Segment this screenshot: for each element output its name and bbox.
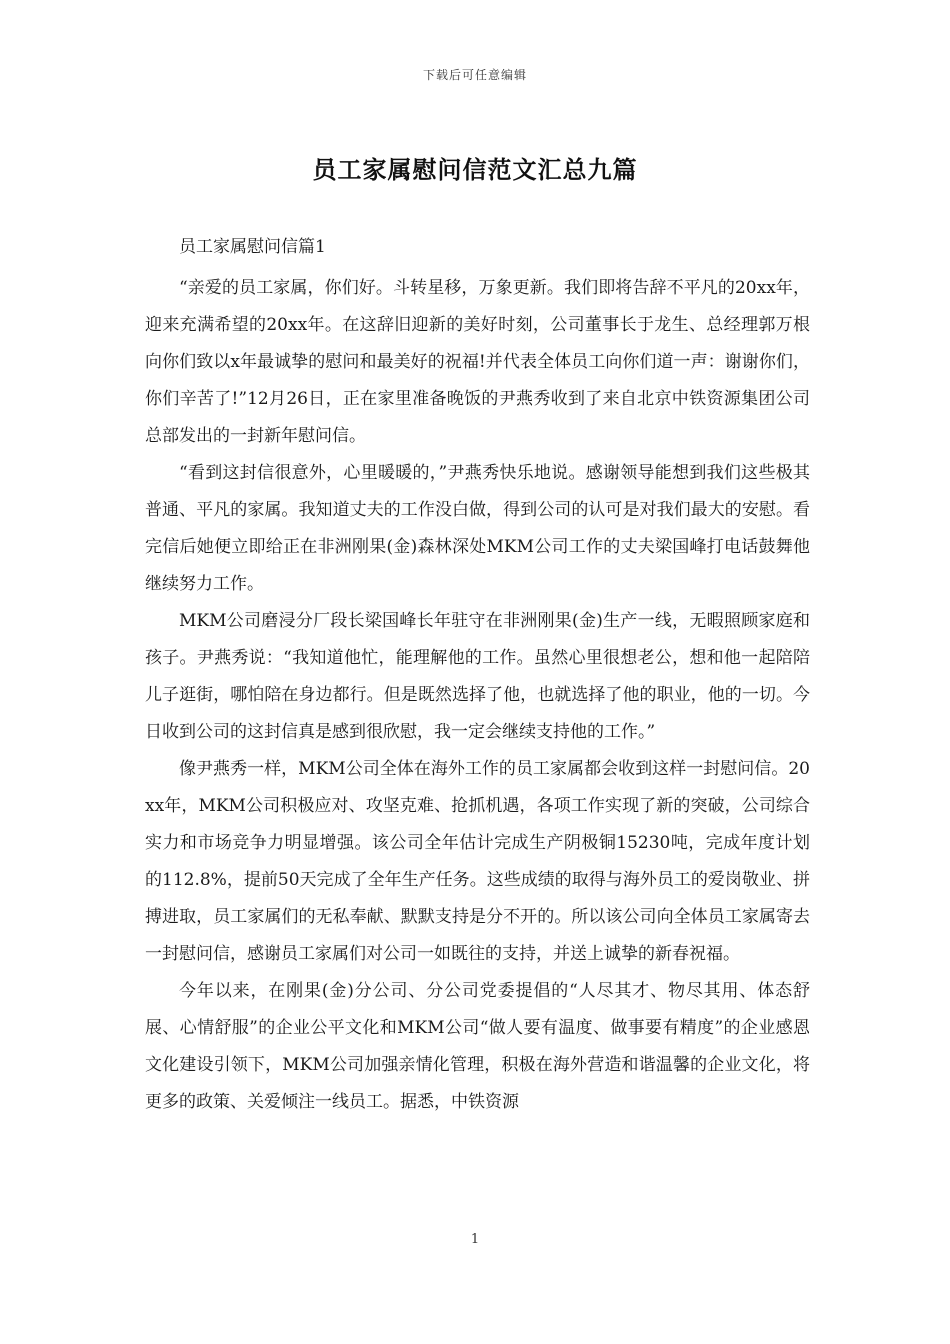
page-number: 1 [470,1232,480,1247]
document-body [145,230,810,1121]
header-note: 下载后可任意编辑 [422,68,527,82]
paragraph-2: “看到这封信很意外，心里暖暖的，”尹燕秀快乐地说。感谢领导能想到我们这些极其普通、平凡的家属。我知道丈夫的工作没白做，得到公司的认可是对我们最大的安慰。看完信后她便立即给正在非洲刚果(金)森林深处MKM公司工作的丈夫梁国峰打电话鼓舞他继续努力工作。 [145,463,810,594]
section-heading: 员工家属慰问信篇1 [179,237,326,257]
paragraph-5: 今年以来，在刚果(金)分公司、分公司党委提倡的“人尽其才、物尽其用、体态舒展、心情舒服”的企业公平文化和MKM公司“做人要有温度、做事要有精度”的企业感恩文化建设引领下，MKM公司加强亲情化管理，积极在海外营造和谐温馨的企业文化，将更多的政策、关爱倾注一线员工。据悉，中铁资源 [145,981,810,1112]
paragraph-4: 像尹燕秀一样，MKM公司全体在海外工作的员工家属都会收到这样一封慰问信。20xx年，MKM公司积极应对、攻坚克难、抢抓机遇，各项工作实现了新的突破，公司综合实力和市场竞争力明显增强。该公司全年估计完成生产阴极铜15230吨，完成年度计划的112.8%，提前50天完成了全年生产任务。这些成绩的取得与海外员工的爱岗敬业、拼搏进取，员工家属们的无私奉献、默默支持是分不开的。所以该公司向全体员工家属寄去一封慰问信，感谢员工家属们对公司一如既往的支持，并送上诚挚的新春祝福。 [145,759,810,964]
paragraph-1: “亲爱的员工家属，你们好。斗转星移，万象更新。我们即将告辞不平凡的20xx年，迎来充满希望的20xx年。在这辞旧迎新的美好时刻，公司董事长于龙生、总经理郭万根向你们致以x年最诚挚的慰问和最美好的祝福!并代表全体员工向你们道一声：谢谢你们，你们辛苦了!”12月26日，正在家里准备晚饭的尹燕秀收到了来自北京中铁资源集团公司总部发出的一封新年慰问信。 [145,278,810,446]
paragraph-3: MKM公司磨浸分厂段长梁国峰长年驻守在非洲刚果(金)生产一线，无暇照顾家庭和孩子。尹燕秀说：“我知道他忙，能理解他的工作。虽然心里很想老公，想和他一起陪陪儿子逛街，哪怕陪在身边都行。但是既然选择了他，也就选择了他的职业，他的一切。今日收到公司的这封信真是感到很欣慰，我一定会继续支持他的工作。” [145,611,810,742]
document-title: 员工家属慰问信范文汇总九篇 [312,155,638,184]
